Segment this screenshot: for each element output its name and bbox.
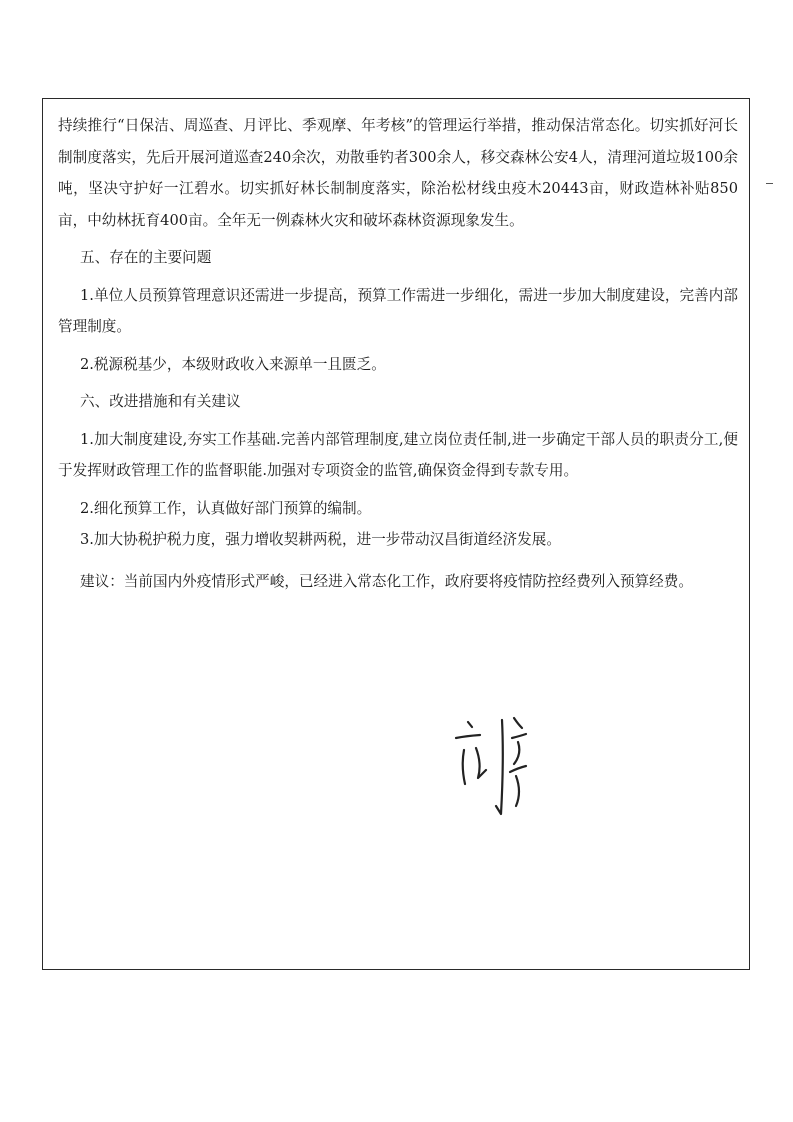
document-body (58, 110, 738, 597)
handwritten-signature (452, 710, 562, 830)
measure-item-2: 2.细化预算工作，认真做好部门预算的编制。 (80, 499, 372, 517)
section-heading-measures: 六、改进措施和有关建议 (80, 393, 241, 410)
scan-artifact-mark (766, 183, 773, 184)
problem-item-2: 2.税源税基少，本级财政收入来源单一且匮乏。 (80, 355, 386, 373)
paragraph-sanitation-river-forest: 持续推行“日保洁、周巡查、月评比、季观摩、年考核”的管理运行举措，推动保洁常态化。切实抓好河长制制度落实，先后开展河道巡查240余次，劝散垂钓者300余人，移交森林公安4人，清理河道垃圾100余吨，坚决守护好一江碧水。切实抓好林长制制度落实，除治松材线虫疫木20443亩，财政造林补贴850亩，中幼林抚育400亩。全年无一例森林火灾和破坏森林资源现象发生。 (58, 117, 738, 229)
measure-item-3: 3.加大协税护税力度，强力增收契耕两税，进一步带动汉昌街道经济发展。 (80, 531, 561, 548)
section-heading-problems: 五、存在的主要问题 (80, 249, 212, 266)
problem-item-1: 1.单位人员预算管理意识还需进一步提高，预算工作需进一步细化，需进一步加大制度建设，完善内部管理制度。 (58, 286, 738, 335)
measure-item-1: 1.加大制度建设,夯实工作基础.完善内部管理制度,建立岗位责任制,进一步确定干部人员的职责分工,便于发挥财政管理工作的监督职能.加强对专项资金的监管,确保资金得到专款专用。 (58, 430, 738, 479)
suggestion-paragraph: 建议：当前国内外疫情形式严峻，已经进入常态化工作，政府要将疫情防控经费列入预算经费。 (80, 572, 693, 590)
